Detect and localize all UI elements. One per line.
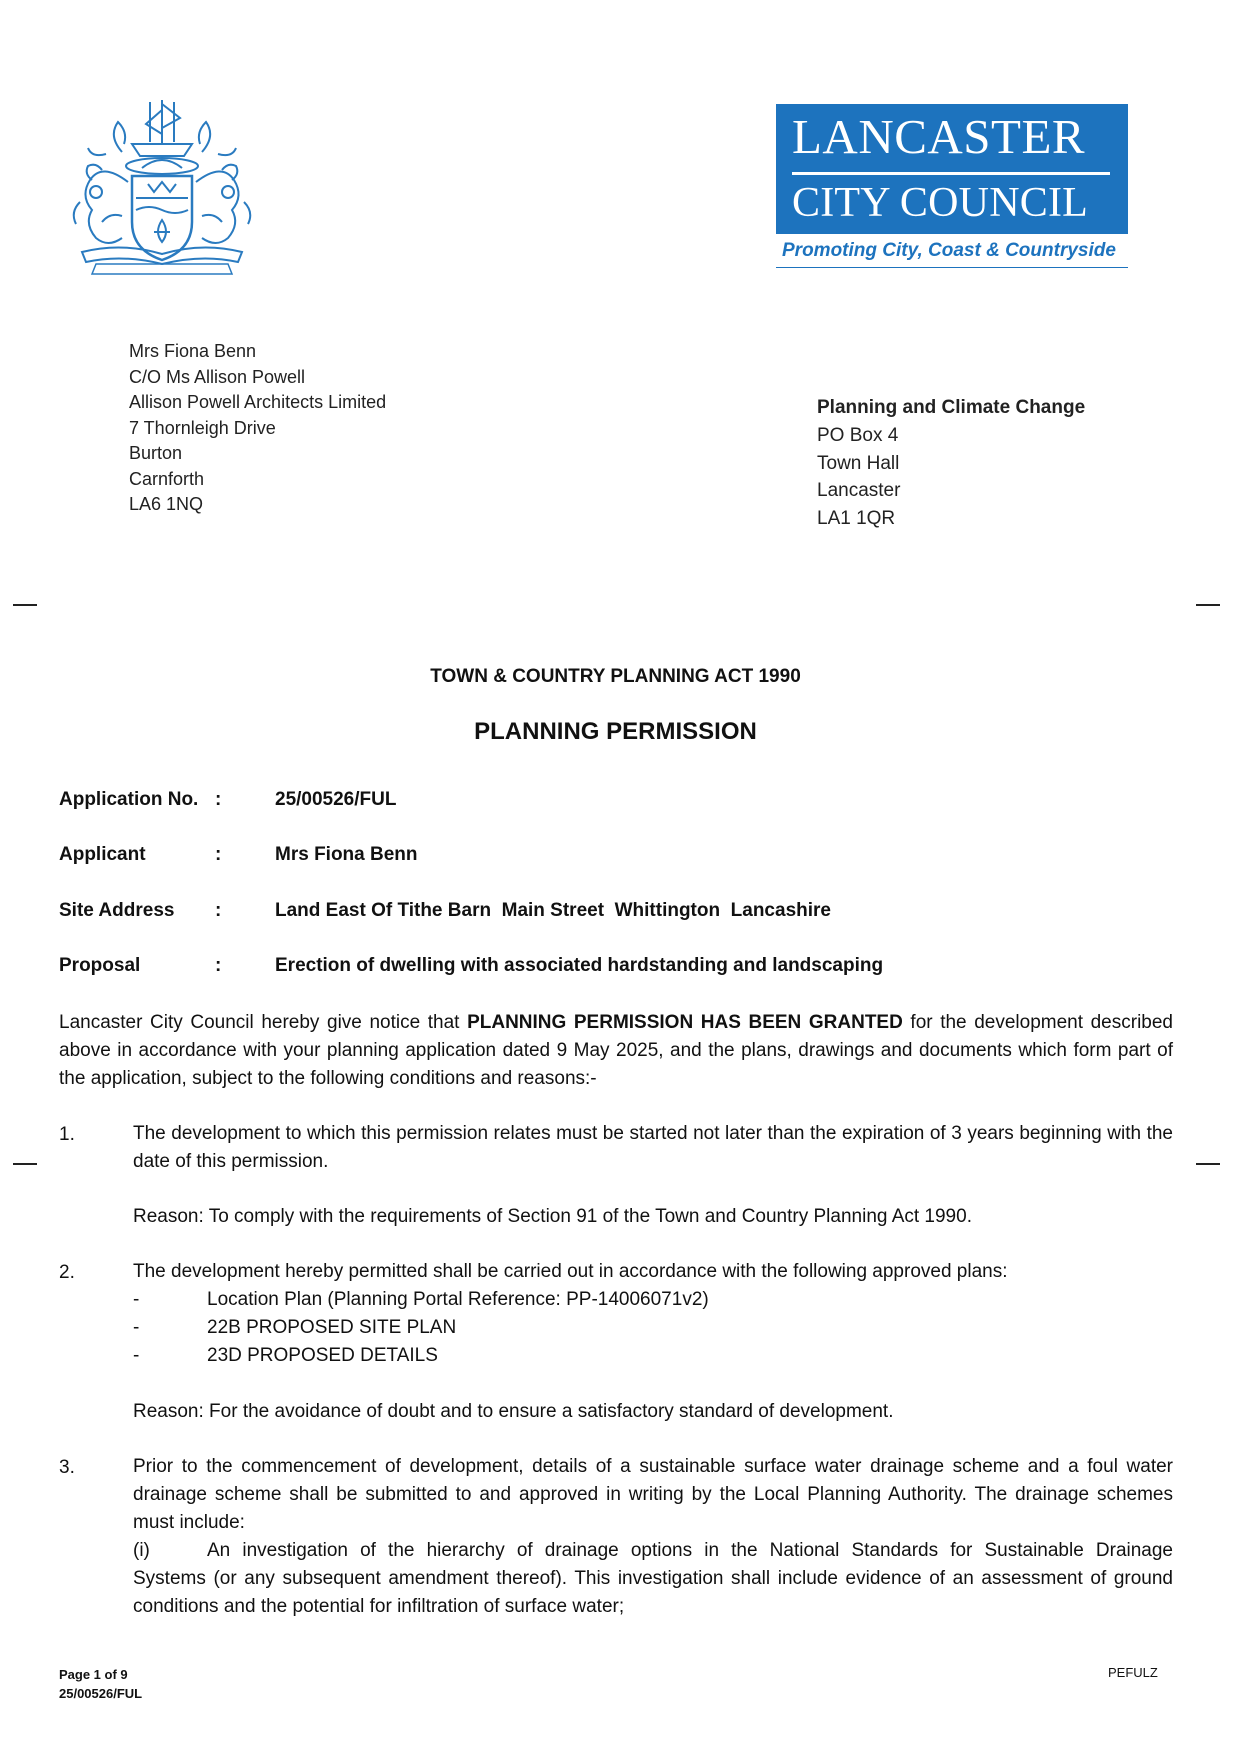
fold-mark bbox=[1196, 604, 1220, 606]
council-logo bbox=[776, 104, 1128, 268]
sender-line: Town Hall bbox=[817, 452, 900, 474]
condition-number: 1. bbox=[59, 1124, 75, 1145]
condition-number: 3. bbox=[59, 1457, 75, 1478]
address-line: LA6 1NQ bbox=[129, 494, 204, 514]
condition-text: Prior to the commencement of development, details of a sustainable surface water drainage scheme and a foul water drainage scheme shall be submitted to and approved in writing by the Local Planning Authority. The drainage schemes must include: bbox=[133, 1456, 1173, 1533]
sub-item-marker: (i) bbox=[133, 1540, 150, 1561]
logo-underline bbox=[776, 267, 1128, 268]
sender-address bbox=[817, 394, 1085, 533]
sender-line: PO Box 4 bbox=[817, 424, 899, 446]
logo-divider bbox=[792, 172, 1110, 175]
intro-paragraph bbox=[59, 1009, 1173, 1092]
coat-of-arms-icon bbox=[62, 92, 262, 277]
field-value: 25/00526/FUL bbox=[275, 789, 397, 810]
logo-line-2: CITY COUNCIL bbox=[792, 180, 1088, 226]
field-label: Site Address bbox=[59, 900, 175, 921]
condition-number: 2. bbox=[59, 1262, 75, 1283]
sender-line: Lancaster bbox=[817, 480, 901, 502]
act-heading: TOWN & COUNTRY PLANNING ACT 1990 bbox=[430, 666, 801, 687]
footer-reference: 25/00526/FUL bbox=[59, 1686, 143, 1701]
field-applicant bbox=[59, 844, 1179, 872]
field-value: Mrs Fiona Benn bbox=[275, 844, 418, 865]
bullet-marker: - bbox=[133, 1345, 140, 1366]
fold-mark bbox=[13, 1163, 37, 1165]
field-proposal bbox=[59, 955, 1179, 983]
condition-reason: Reason: To comply with the requirements of Section 91 of the Town and Country Planning Act 1990. bbox=[133, 1206, 972, 1227]
field-label: Proposal bbox=[59, 955, 141, 976]
field-value: Erection of dwelling with associated hardstanding and landscaping bbox=[275, 955, 884, 976]
sender-department: Planning and Climate Change bbox=[817, 397, 1086, 418]
field-separator: : bbox=[215, 844, 222, 865]
bullet-marker: - bbox=[133, 1317, 140, 1338]
field-separator: : bbox=[215, 900, 222, 921]
address-line: C/O Ms Allison Powell bbox=[129, 366, 306, 387]
address-line: Allison Powell Architects Limited bbox=[129, 392, 387, 412]
address-line: Carnforth bbox=[129, 468, 205, 489]
bullet-marker: - bbox=[133, 1289, 140, 1310]
sender-line: LA1 1QR bbox=[817, 508, 896, 530]
footer-left bbox=[59, 1665, 142, 1703]
logo-line-1: LANCASTER bbox=[792, 109, 1086, 164]
recipient-address bbox=[129, 339, 386, 518]
fold-mark bbox=[1196, 1163, 1220, 1165]
field-separator: : bbox=[215, 789, 222, 810]
plan-item: 23D PROPOSED DETAILS bbox=[207, 1345, 438, 1366]
plan-item: 22B PROPOSED SITE PLAN bbox=[207, 1317, 457, 1338]
fold-mark bbox=[13, 604, 37, 606]
field-application-no bbox=[59, 789, 1179, 817]
address-line: Burton bbox=[129, 443, 183, 463]
field-label: Applicant bbox=[59, 844, 146, 865]
logo-tagline: Promoting City, Coast & Countryside bbox=[782, 240, 1116, 261]
intro-text: for the development described above in accordance with your planning application dated 9 May 2025, and the plans, drawings and documents which form part of the application, subject to the following conditions and reasons:- bbox=[59, 1012, 1173, 1089]
council-crest bbox=[62, 92, 262, 277]
field-value: Land East Of Tithe Barn Main Street Whittington Lancashire bbox=[275, 900, 831, 921]
footer-code: PEFULZ bbox=[1108, 1665, 1158, 1680]
field-label: Application No. bbox=[59, 789, 199, 810]
sub-item-text: Systems (or any subsequent amendment thereof). This investigation shall include evidence of an assessment of ground conditions and the potential for infiltration of surface water; bbox=[133, 1568, 1173, 1617]
intro-grant-text: PLANNING PERMISSION HAS BEEN GRANTED bbox=[467, 1012, 903, 1033]
document-title: PLANNING PERMISSION bbox=[474, 718, 757, 745]
address-line: 7 Thornleigh Drive bbox=[129, 417, 276, 438]
condition-text: The development to which this permission relates must be started not later than the expiration of 3 years beginning with the date of this permission. bbox=[133, 1123, 1173, 1172]
sub-item-text: An investigation of the hierarchy of drainage options in the National Standards for Sustainable Drainage bbox=[207, 1540, 1173, 1561]
condition-reason: Reason: For the avoidance of doubt and to ensure a satisfactory standard of development. bbox=[133, 1401, 894, 1422]
field-site-address bbox=[59, 900, 1179, 928]
address-line: Mrs Fiona Benn bbox=[129, 341, 257, 361]
plan-item: Location Plan (Planning Portal Reference: PP-14006071v2) bbox=[207, 1289, 709, 1310]
condition-text: The development hereby permitted shall be carried out in accordance with the following approved plans: bbox=[133, 1261, 1008, 1282]
field-separator: : bbox=[215, 955, 222, 976]
intro-text: Lancaster City Council hereby give notice that bbox=[59, 1012, 468, 1033]
page-number: Page 1 of 9 bbox=[59, 1667, 128, 1682]
